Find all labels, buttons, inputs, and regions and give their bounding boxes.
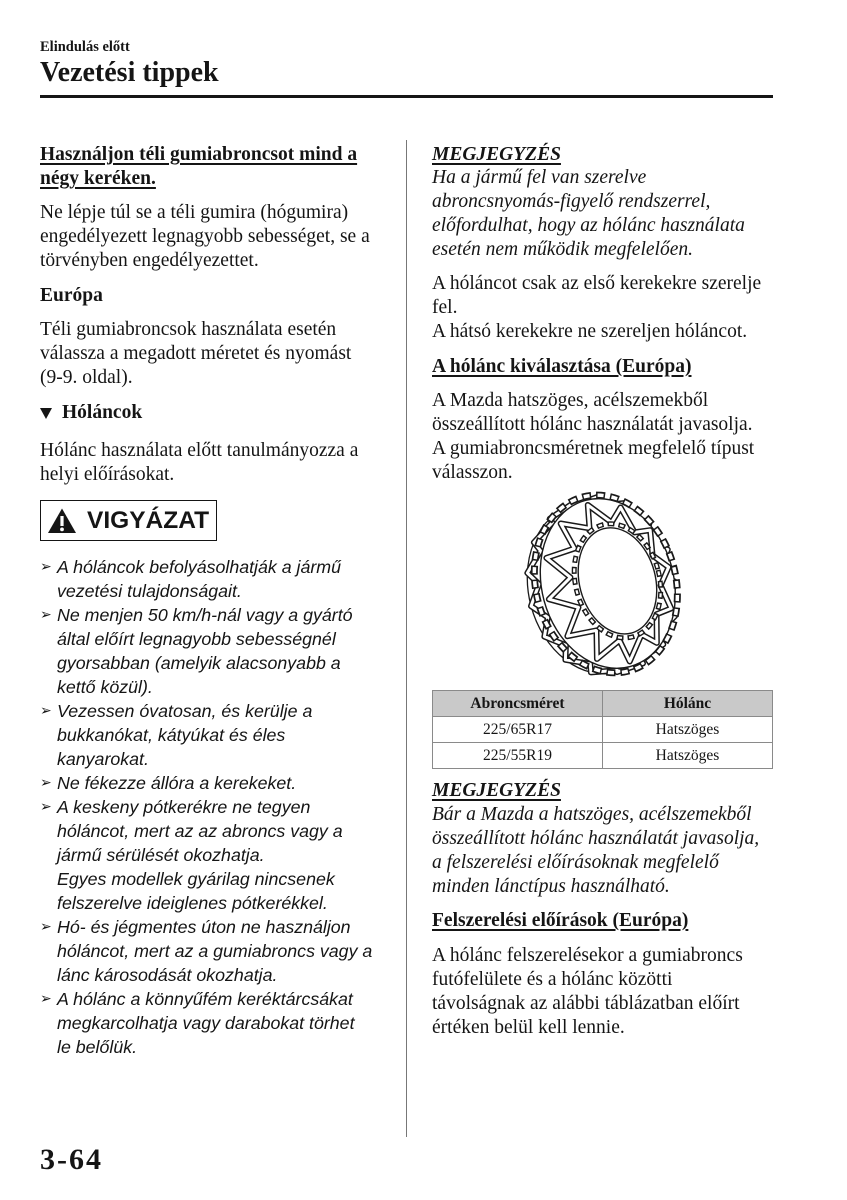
page-title: Vezetési tippek bbox=[40, 57, 219, 88]
table-cell: 225/55R19 bbox=[433, 743, 603, 769]
caution-item bbox=[40, 771, 402, 795]
arrow-bullet-icon bbox=[40, 771, 57, 795]
table-header-row bbox=[433, 691, 773, 717]
caution-item bbox=[40, 555, 402, 603]
caution-box bbox=[40, 500, 217, 541]
table-header-cell: Abroncsméret bbox=[433, 691, 603, 717]
down-triangle-icon bbox=[40, 408, 52, 419]
chain-selection-paragraph: A Mazda hatszöges, acélszemekből összeállított hólánc használatát javasolja. A gumiabroncsméretnek megfelelő típust válasszon. bbox=[432, 390, 755, 483]
caution-item-text: Ne fékezze állóra a kerekeket. bbox=[57, 773, 297, 793]
caution-item-text: A hólánc a könnyűfém keréktárcsákat megkarcolhatja vagy darabokat törhet le belőlük. bbox=[57, 989, 355, 1057]
table-row bbox=[433, 717, 773, 743]
arrow-bullet-icon bbox=[40, 699, 57, 723]
winter-tire-heading: Használjon téli gumiabroncsot mind a négy keréken. bbox=[40, 144, 358, 189]
caution-item-text: A keskeny pótkerékre ne tegyen hóláncot, mert az az abroncs vagy a jármű sérülését okozhatja. Egyes modellek gyárilag nincsenek felszerelve ideiglenes pótkerékkel. bbox=[57, 797, 343, 913]
arrow-bullet-icon bbox=[40, 603, 57, 627]
installation-heading: Felszerelési előírások (Európa) bbox=[432, 910, 689, 931]
note-heading: MEGJEGYZÉS bbox=[432, 780, 561, 801]
table-row bbox=[433, 743, 773, 769]
caution-list bbox=[40, 555, 402, 1059]
europe-heading: Európa bbox=[40, 285, 103, 306]
caution-item bbox=[40, 795, 402, 915]
caution-item bbox=[40, 987, 402, 1059]
table-header-cell: Hólánc bbox=[603, 691, 773, 717]
arrow-bullet-icon bbox=[40, 555, 57, 579]
caution-label: VIGYÁZAT bbox=[87, 506, 210, 534]
caution-item-text: Vezessen óvatosan, és kerülje a bukkanókat, kátyúkat és éles kanyarokat. bbox=[57, 701, 313, 769]
installation-paragraph: A hólánc felszerelésekor a gumiabroncs futófelülete és a hólánc közötti távolságnak az alábbi táblázatban előírt értéken belül kell lennie. bbox=[432, 945, 743, 1038]
caution-item-text: Hó- és jégmentes úton ne használjon hóláncot, mert az a gumiabroncs vagy a lánc károsodását okozhatja. bbox=[57, 917, 373, 985]
column-divider bbox=[406, 140, 407, 1137]
note-text: Bár a Mazda a hatszöges, acélszemekből összeállított hólánc használatát javasolja, a felszerelési előírásoknak megfelelő minden lánctípus használható. bbox=[432, 804, 760, 897]
warning-triangle-icon bbox=[47, 507, 77, 534]
snow-chains-paragraph: Hólánc használata előtt tanulmányozza a helyi előírásokat. bbox=[40, 440, 359, 485]
caution-item-text: A hóláncok befolyásolhatják a jármű vezetési tulajdonságait. bbox=[57, 557, 342, 601]
front-wheels-paragraph: A hóláncot csak az első kerekekre szerelje fel. A hátsó kerekekre ne szereljen hóláncot. bbox=[432, 273, 762, 342]
arrow-bullet-icon bbox=[40, 795, 57, 819]
caution-item bbox=[40, 699, 402, 771]
arrow-bullet-icon bbox=[40, 987, 57, 1011]
snow-chains-heading bbox=[40, 401, 402, 425]
table-cell: 225/65R17 bbox=[433, 717, 603, 743]
speed-limit-paragraph: Ne lépje túl se a téli gumira (hógumira) engedélyezett legnagyobb sebességet, se a törvényben engedélyezettet. bbox=[40, 202, 370, 271]
right-column bbox=[432, 143, 773, 1040]
table-cell: Hatszöges bbox=[603, 717, 773, 743]
snow-chains-heading-label: Hóláncok bbox=[62, 402, 143, 423]
chain-selection-heading: A hólánc kiválasztása (Európa) bbox=[432, 356, 692, 377]
arrow-bullet-icon bbox=[40, 915, 57, 939]
left-column bbox=[40, 143, 402, 1059]
note-text: Ha a jármű fel van szerelve abroncsnyomás-figyelő rendszerrel, előfordulhat, hogy az hólánc használata esetén nem működik megfelelően. bbox=[432, 167, 745, 260]
table-cell: Hatszöges bbox=[603, 743, 773, 769]
caution-item-text: Ne menjen 50 km/h-nál vagy a gyártó által előírt legnagyobb sebességnél gyorsabban (amelyik alacsonyabb a kettő közül). bbox=[57, 605, 353, 697]
page-number: 3-64 bbox=[40, 1143, 103, 1176]
caution-item bbox=[40, 603, 402, 699]
note-heading: MEGJEGYZÉS bbox=[432, 144, 561, 165]
title-rule bbox=[40, 95, 773, 98]
section-label: Elindulás előtt bbox=[40, 39, 130, 55]
caution-item bbox=[40, 915, 402, 987]
chain-size-table bbox=[432, 690, 773, 769]
tire-snow-chain-illustration bbox=[432, 490, 773, 680]
europe-paragraph: Téli gumiabroncsok használata esetén válassza a megadott méretet és nyomást (9-9. oldal). bbox=[40, 319, 352, 388]
